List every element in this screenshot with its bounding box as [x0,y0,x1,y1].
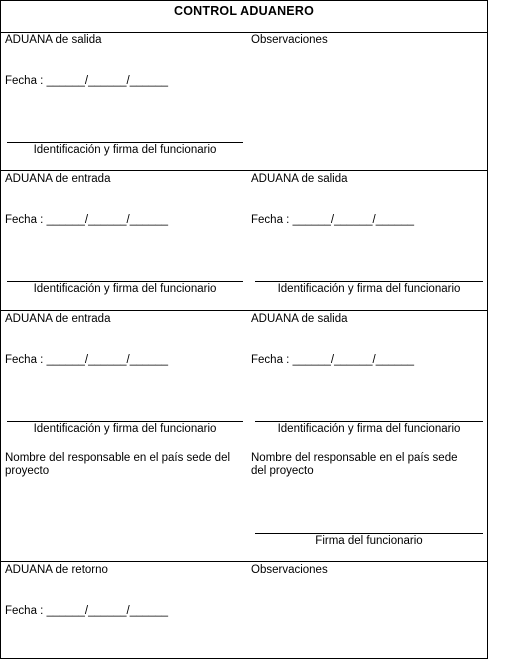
section3-left-date-field[interactable] [5,354,168,366]
date-label: Fecha : [5,354,44,366]
section-divider [1,170,487,171]
section2-right-heading: ADUANA de salida [251,173,348,185]
date-label: Fecha : [5,214,44,226]
section2-right-date-field[interactable] [251,214,414,226]
section3-left-signature-caption: Identificación y firma del funcionario [33,423,217,435]
section3-responsible-signature-line[interactable] [255,533,483,534]
section2-left-date-field[interactable] [5,214,168,226]
date-blank: ______/______/______ [292,354,415,366]
section2-left-signature-line[interactable] [7,281,243,282]
section3-right-signature-line[interactable] [255,421,483,422]
section1-date-field[interactable] [5,75,168,87]
section3-right-responsible-label: Nombre del responsable en el país sede del proyecto [251,452,458,477]
date-blank: ______/______/______ [46,605,169,617]
date-label: Fecha : [251,354,290,366]
section1-left-heading: ADUANA de salida [5,34,102,46]
section2-left-signature-caption: Identificación y firma del funcionario [33,283,217,295]
section1-signature-line[interactable] [7,142,243,143]
section1-right-heading: Observaciones [251,34,328,46]
section-divider [1,561,487,562]
section4-right-heading: Observaciones [251,564,328,576]
date-blank: ______/______/______ [46,75,169,87]
section3-right-signature-caption: Identificación y firma del funcionario [277,423,461,435]
section3-left-responsible-label: Nombre del responsable en el país sede del proyecto [5,452,231,477]
section2-right-signature-caption: Identificación y firma del funcionario [277,283,461,295]
date-label: Fecha : [5,75,44,87]
section3-right-date-field[interactable] [251,354,414,366]
section-divider [1,310,487,311]
date-blank: ______/______/______ [292,214,415,226]
date-blank: ______/______/______ [46,214,169,226]
section3-left-heading: ADUANA de entrada [5,313,111,325]
section2-left-heading: ADUANA de entrada [5,173,111,185]
date-blank: ______/______/______ [46,354,169,366]
section3-right-heading: ADUANA de salida [251,313,348,325]
section2-right-signature-line[interactable] [255,281,483,282]
section4-left-heading: ADUANA de retorno [5,564,108,576]
date-label: Fecha : [5,605,44,617]
section3-responsible-signature-caption: Firma del funcionario [315,535,423,547]
section4-date-field[interactable] [5,605,168,617]
section3-left-signature-line[interactable] [7,421,243,422]
form-title: CONTROL ADUANERO [1,1,487,33]
section1-signature-caption: Identificación y firma del funcionario [33,144,217,156]
date-label: Fecha : [251,214,290,226]
